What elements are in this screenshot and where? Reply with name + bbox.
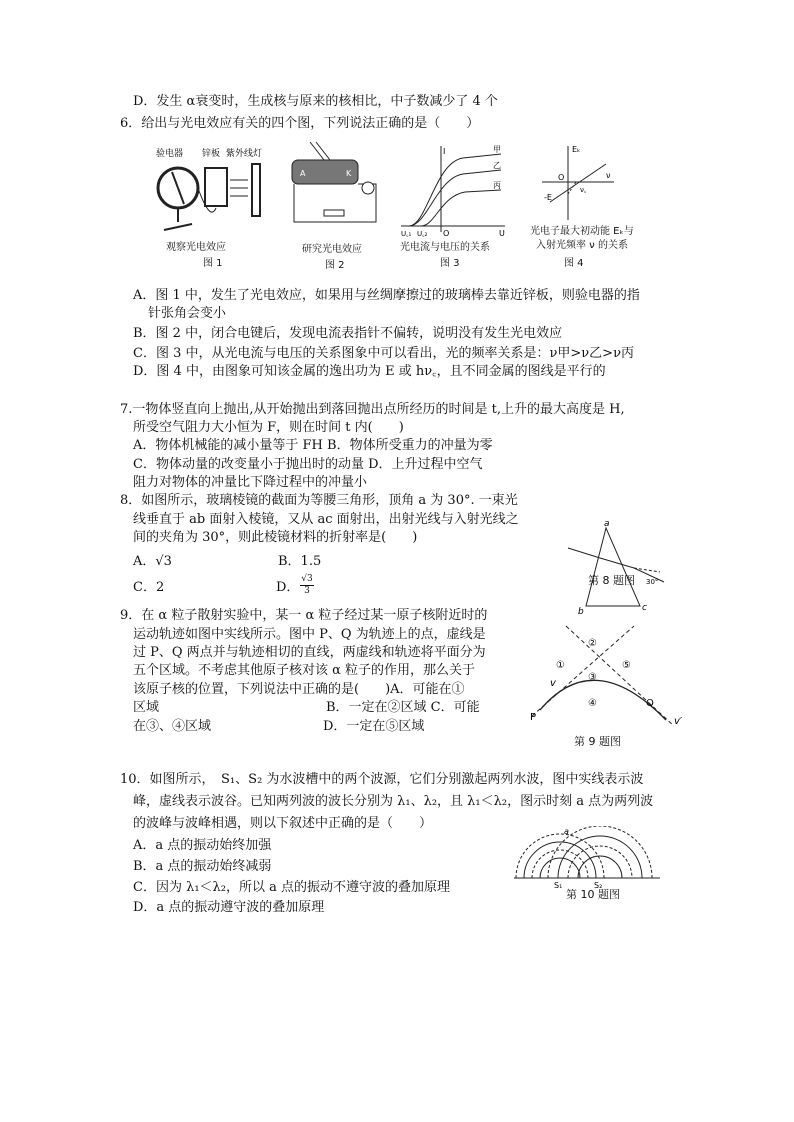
fig6-4-tick-neg-e: -E: [544, 193, 552, 202]
q10-stem-line1: 10．如图所示， S₁、S₂ 为水波槽中的两个波源，它们分别激起两列水波，图中实线表示波: [120, 772, 644, 787]
fig9-region-2: ②: [588, 638, 597, 649]
q6-option-a-line1: A．图 1 中，发生了光电效应，如果用与丝绸摩擦过的玻璃棒去靠近锌板，则验电器的指: [133, 288, 640, 303]
q8-option-a: A．√3: [133, 554, 172, 569]
q9-option-c-cont: 在③、④区域: [133, 719, 212, 734]
fig9-caption: 第 9 题图: [574, 735, 621, 748]
fig8-angle-label: 30°: [646, 578, 659, 586]
fig6-3-series-bing: 丙: [493, 181, 501, 190]
fig6-4-axis-nu: ν: [606, 171, 611, 180]
q5-option-d: D．发生 α衰变时，生成核与原来的核相比，中子数减少了 4 个: [133, 94, 498, 109]
q9-option-a-cont: 区域: [133, 700, 160, 715]
fig6-3-tick-uc2: U꜀₂: [417, 230, 428, 238]
fig9-region-5: ⑤: [622, 660, 631, 671]
fig9-point-q: Q: [646, 698, 654, 709]
fig6-3-caption: 光电流与电压的关系: [400, 242, 490, 253]
fig6-3-series-yi: 乙: [493, 161, 501, 170]
fig6-1-label-uv-lamp: 紫外线灯: [226, 149, 263, 159]
q8-option-d-fraction: [300, 574, 314, 597]
fig8-label-b: b: [578, 607, 584, 614]
q6-option-b: B．图 2 中，闭合电键后，发现电流表指针不偏转，说明没有发生光电效应: [133, 326, 563, 341]
fig6-1-number: 图 1: [203, 258, 223, 269]
q9-stem-line2: 运动轨迹如图中实线所示。图中 P、Q 为轨迹上的点，虚线是: [133, 627, 486, 642]
q6-option-a-line2: 针张角会变小: [148, 306, 227, 321]
fig6-4-caption-line2: 入射光频率 ν 的关系: [536, 240, 628, 251]
q6-option-d: D．图 4 中，由图象可知该金属的逸出功为 E 或 hν꜀，且不同金属的图线是平行的: [133, 364, 606, 379]
q9-option-d: D．一定在⑤区域: [323, 719, 425, 734]
q9-options-bc: B．一定在②区域 C．可能: [326, 700, 480, 715]
q7-options-cd: C．物体动量的改变量小于抛出时的动量 D．上升过程中空气: [133, 457, 483, 472]
q7-stem-line2: 所受空气阻力大小恒为 F，则在时间 t 内( ): [133, 420, 404, 435]
q7-option-d-cont: 阻力对物体的冲量比下降过程中的冲量小: [133, 475, 368, 490]
q10-option-a: A．a 点的振动始终加强: [133, 838, 272, 853]
fig6-4-tick-nuc: ν꜀: [580, 186, 587, 194]
q10-option-b: B．a 点的振动始终减弱: [133, 859, 272, 874]
fig6-3-graph: [397, 142, 509, 238]
fig8-caption: 第 8 题图: [588, 574, 635, 587]
fig6-3-series-jia: 甲: [493, 145, 501, 154]
fig8-label-c: c: [642, 603, 647, 613]
q8-option-d-denominator: 3: [304, 586, 310, 596]
fig6-1-diagram: [150, 142, 270, 242]
fig6-2-number: 图 2: [325, 260, 345, 271]
q10-stem-line3: 的波峰与波峰相遇，则以下叙述中正确的是（ ）: [133, 816, 433, 831]
fig9-region-1: ①: [556, 660, 565, 671]
fig9-velocity-v-prime: v′: [674, 716, 683, 727]
fig9-region-4: ④: [588, 698, 597, 709]
q9-stem-line5: 该原子核的位置，下列说法中正确的是( )A．可能在①: [133, 682, 465, 697]
fig6-1-label-zinc: 锌板: [202, 149, 221, 159]
fig9-point-p: P: [530, 712, 537, 723]
fig6-2-label-a: A: [300, 169, 306, 178]
q10-option-d: D．a 点的振动遵守波的叠加原理: [133, 900, 325, 915]
fig6-2-caption: 研究光电效应: [302, 244, 362, 255]
fig6-4-axis-ek: Eₖ: [572, 145, 581, 154]
fig6-2-diagram: [290, 140, 382, 240]
q6-option-c: C．图 3 中，从光电流与电压的关系图象中可以看出，光的频率关系是：ν甲>ν乙>ν丙: [133, 346, 634, 361]
q8-option-b: B．1.5: [278, 554, 322, 569]
q8-option-c: C．2: [133, 580, 165, 595]
q9-stem-line3: 过 P、Q 两点并与轨迹相切的直线，两虚线和轨迹将平面分为: [133, 645, 486, 660]
fig6-1-label-electroscope: 验电器: [156, 149, 184, 159]
fig10-label-s2: S₂: [594, 881, 603, 888]
fig6-2-label-k: K: [346, 169, 352, 178]
fig8-label-a: a: [604, 519, 610, 529]
fig9-velocity-v: v: [550, 678, 556, 689]
fig10-wave-diagram: [512, 826, 662, 888]
q8-stem-line3: 间的夹角为 30°，则此棱镜材料的折射率是( ): [133, 530, 418, 545]
fig6-1-caption: 观察光电效应: [166, 242, 226, 253]
fig6-3-axis-i: I: [443, 147, 446, 156]
q9-stem-line1: 9．在 α 粒子散射实验中，某一 α 粒子经过某一原子核附近时的: [120, 608, 488, 623]
fig6-3-axis-u: U: [499, 229, 505, 238]
q7-options-ab: A．物体机械能的减小量等于 FH B．物体所受重力的冲量为零: [133, 438, 493, 453]
fig6-4-caption-line1: 光电子最大初动能 Eₖ与: [530, 226, 634, 237]
fig6-4-origin: O: [558, 173, 565, 182]
fig10-label-s1: S₁: [554, 881, 563, 888]
q6-stem: 6．给出与光电效应有关的四个图，下列说法正确的是（ ）: [120, 116, 480, 131]
q10-option-c: C．因为 λ₁＜λ₂，所以 a 点的振动不遵守波的叠加原理: [133, 880, 450, 895]
fig6-3-number: 图 3: [440, 258, 460, 269]
q7-stem-line1: 7.一物体竖直向上抛出,从开始抛出到落回抛出点所经历的时间是 t,上升的最大高度是 H,: [120, 402, 625, 417]
q9-stem-line4: 五个区域。不考虑其他原子核对该 α 粒子的作用，那么关于: [133, 663, 476, 678]
fig10-label-a: a: [564, 827, 569, 836]
fig8-prism-diagram: [564, 518, 668, 614]
fig10-caption: 第 10 题图: [566, 888, 620, 901]
fig9-scattering-diagram: [526, 620, 684, 734]
fig9-region-3: ③: [588, 672, 597, 683]
fig6-3-tick-uc1: U꜀₁: [401, 230, 412, 238]
fig6-3-origin: O: [443, 229, 450, 238]
q8-option-d-numerator: √3: [301, 574, 313, 584]
fig6-4-number: 图 4: [564, 258, 584, 269]
q8-option-d: D．: [276, 580, 300, 595]
q8-stem-line2: 线垂直于 ab 面射入棱镜，又从 ac 面射出，出射光线与入射光线之: [133, 512, 519, 527]
q10-stem-line2: 峰，虚线表示波谷。已知两列波的波长分别为 λ₁、λ₂，且 λ₁＜λ₂，图示时刻 a 点为两列波: [133, 794, 654, 809]
q8-stem-line1: 8．如图所示，玻璃棱镜的截面为等腰三角形，顶角 a 为 30°. 一束光: [120, 493, 518, 508]
fig6-4-graph: [540, 142, 618, 224]
